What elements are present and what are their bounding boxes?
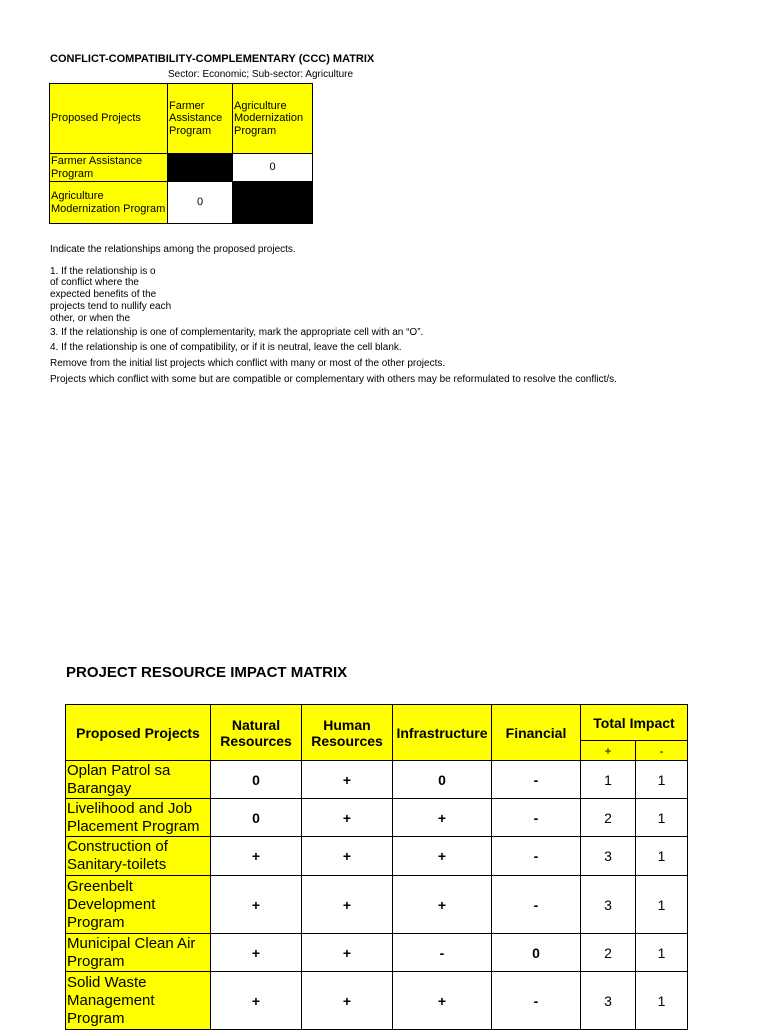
impact-plus-count: 1	[581, 761, 636, 799]
impact-natural-cell: 0	[211, 799, 302, 837]
impact-natural-cell: 0	[211, 761, 302, 799]
impact-plus-count: 2	[581, 934, 636, 972]
impact-financial-cell: -	[492, 799, 581, 837]
instruction-item-2-clipped	[50, 277, 180, 327]
impact-header-human-resources: Human Resources	[302, 705, 393, 761]
impact-header-plus: +	[581, 741, 636, 761]
ccc-header-agriculture-modernization: Agriculture Modernization Program	[233, 84, 313, 154]
ccc-matrix-title: CONFLICT-COMPATIBILITY-COMPLEMENTARY (CCC) MATRIX	[50, 53, 375, 65]
impact-natural-cell: +	[211, 934, 302, 972]
ccc-cell-diagonal	[233, 182, 313, 224]
impact-header-financial: Financial	[492, 705, 581, 761]
impact-infra-cell: +	[393, 972, 492, 1030]
impact-natural-cell: +	[211, 837, 302, 876]
impact-header-proposed-projects: Proposed Projects	[66, 705, 211, 761]
impact-infra-cell: -	[393, 934, 492, 972]
ccc-cell-diagonal	[168, 154, 233, 182]
impact-financial-cell: -	[492, 972, 581, 1030]
impact-header-minus: -	[636, 741, 688, 761]
table-row	[66, 972, 688, 1030]
impact-header-natural-resources: Natural Resources	[211, 705, 302, 761]
instruction-remove: Remove from the initial list projects which conflict with many or most of the other projects.	[50, 358, 446, 369]
instruction-item-3: 3. If the relationship is one of complementarity, mark the appropriate cell with an “O”.	[50, 327, 424, 338]
impact-infra-cell: 0	[393, 761, 492, 799]
impact-human-cell: +	[302, 799, 393, 837]
ccc-matrix-table	[49, 83, 313, 224]
impact-matrix-title: PROJECT RESOURCE IMPACT MATRIX	[66, 664, 348, 681]
impact-minus-count: 1	[636, 972, 688, 1030]
impact-plus-count: 2	[581, 799, 636, 837]
impact-minus-count: 1	[636, 761, 688, 799]
impact-project-name: Construction of Sanitary-toilets	[66, 837, 211, 876]
impact-human-cell: +	[302, 934, 393, 972]
impact-infra-cell: +	[393, 837, 492, 876]
impact-minus-count: 1	[636, 876, 688, 934]
impact-infra-cell: +	[393, 876, 492, 934]
impact-header-infrastructure: Infrastructure	[393, 705, 492, 761]
impact-natural-cell: +	[211, 972, 302, 1030]
impact-human-cell: +	[302, 837, 393, 876]
impact-project-name: Livelihood and Job Placement Program	[66, 799, 211, 837]
impact-minus-count: 1	[636, 799, 688, 837]
instruction-item-1: 1. If the relationship is o	[50, 266, 156, 277]
table-row	[66, 799, 688, 837]
instruction-item-2-text: of conflict where the expected benefits of the projects tend to nullify each other, or when the	[50, 277, 172, 324]
impact-financial-cell: -	[492, 837, 581, 876]
instruction-reformulate: Projects which conflict with some but are compatible or complementary with others may be reformulated to resolve the conflict/s.	[50, 374, 617, 385]
impact-natural-cell: +	[211, 876, 302, 934]
impact-project-name: Greenbelt Development Program	[66, 876, 211, 934]
instruction-intro: Indicate the relationships among the proposed projects.	[50, 244, 296, 255]
ccc-row-label: Agriculture Modernization Program	[50, 182, 168, 224]
ccc-sector-subtitle: Sector: Economic; Sub-sector: Agriculture	[168, 69, 354, 80]
ccc-cell: 0	[233, 154, 313, 182]
table-row	[66, 934, 688, 972]
impact-project-name: Solid Waste Management Program	[66, 972, 211, 1030]
impact-project-name: Municipal Clean Air Program	[66, 934, 211, 972]
impact-financial-cell: 0	[492, 934, 581, 972]
table-row	[66, 761, 688, 799]
ccc-row-label: Farmer Assistance Program	[50, 154, 168, 182]
impact-human-cell: +	[302, 876, 393, 934]
impact-header-total-impact: Total Impact	[581, 705, 688, 741]
ccc-header-farmer-assistance: Farmer Assistance Program	[168, 84, 233, 154]
impact-infra-cell: +	[393, 799, 492, 837]
impact-human-cell: +	[302, 761, 393, 799]
impact-financial-cell: -	[492, 876, 581, 934]
ccc-header-proposed-projects: Proposed Projects	[50, 84, 168, 154]
impact-human-cell: +	[302, 972, 393, 1030]
impact-minus-count: 1	[636, 837, 688, 876]
impact-plus-count: 3	[581, 837, 636, 876]
instruction-item-4: 4. If the relationship is one of compatibility, or if it is neutral, leave the cell blank.	[50, 342, 402, 353]
impact-financial-cell: -	[492, 761, 581, 799]
table-row	[66, 837, 688, 876]
impact-plus-count: 3	[581, 972, 636, 1030]
impact-minus-count: 1	[636, 934, 688, 972]
impact-project-name: Oplan Patrol sa Barangay	[66, 761, 211, 799]
table-row	[66, 876, 688, 934]
ccc-cell: 0	[168, 182, 233, 224]
impact-plus-count: 3	[581, 876, 636, 934]
impact-matrix-table	[65, 704, 688, 1030]
